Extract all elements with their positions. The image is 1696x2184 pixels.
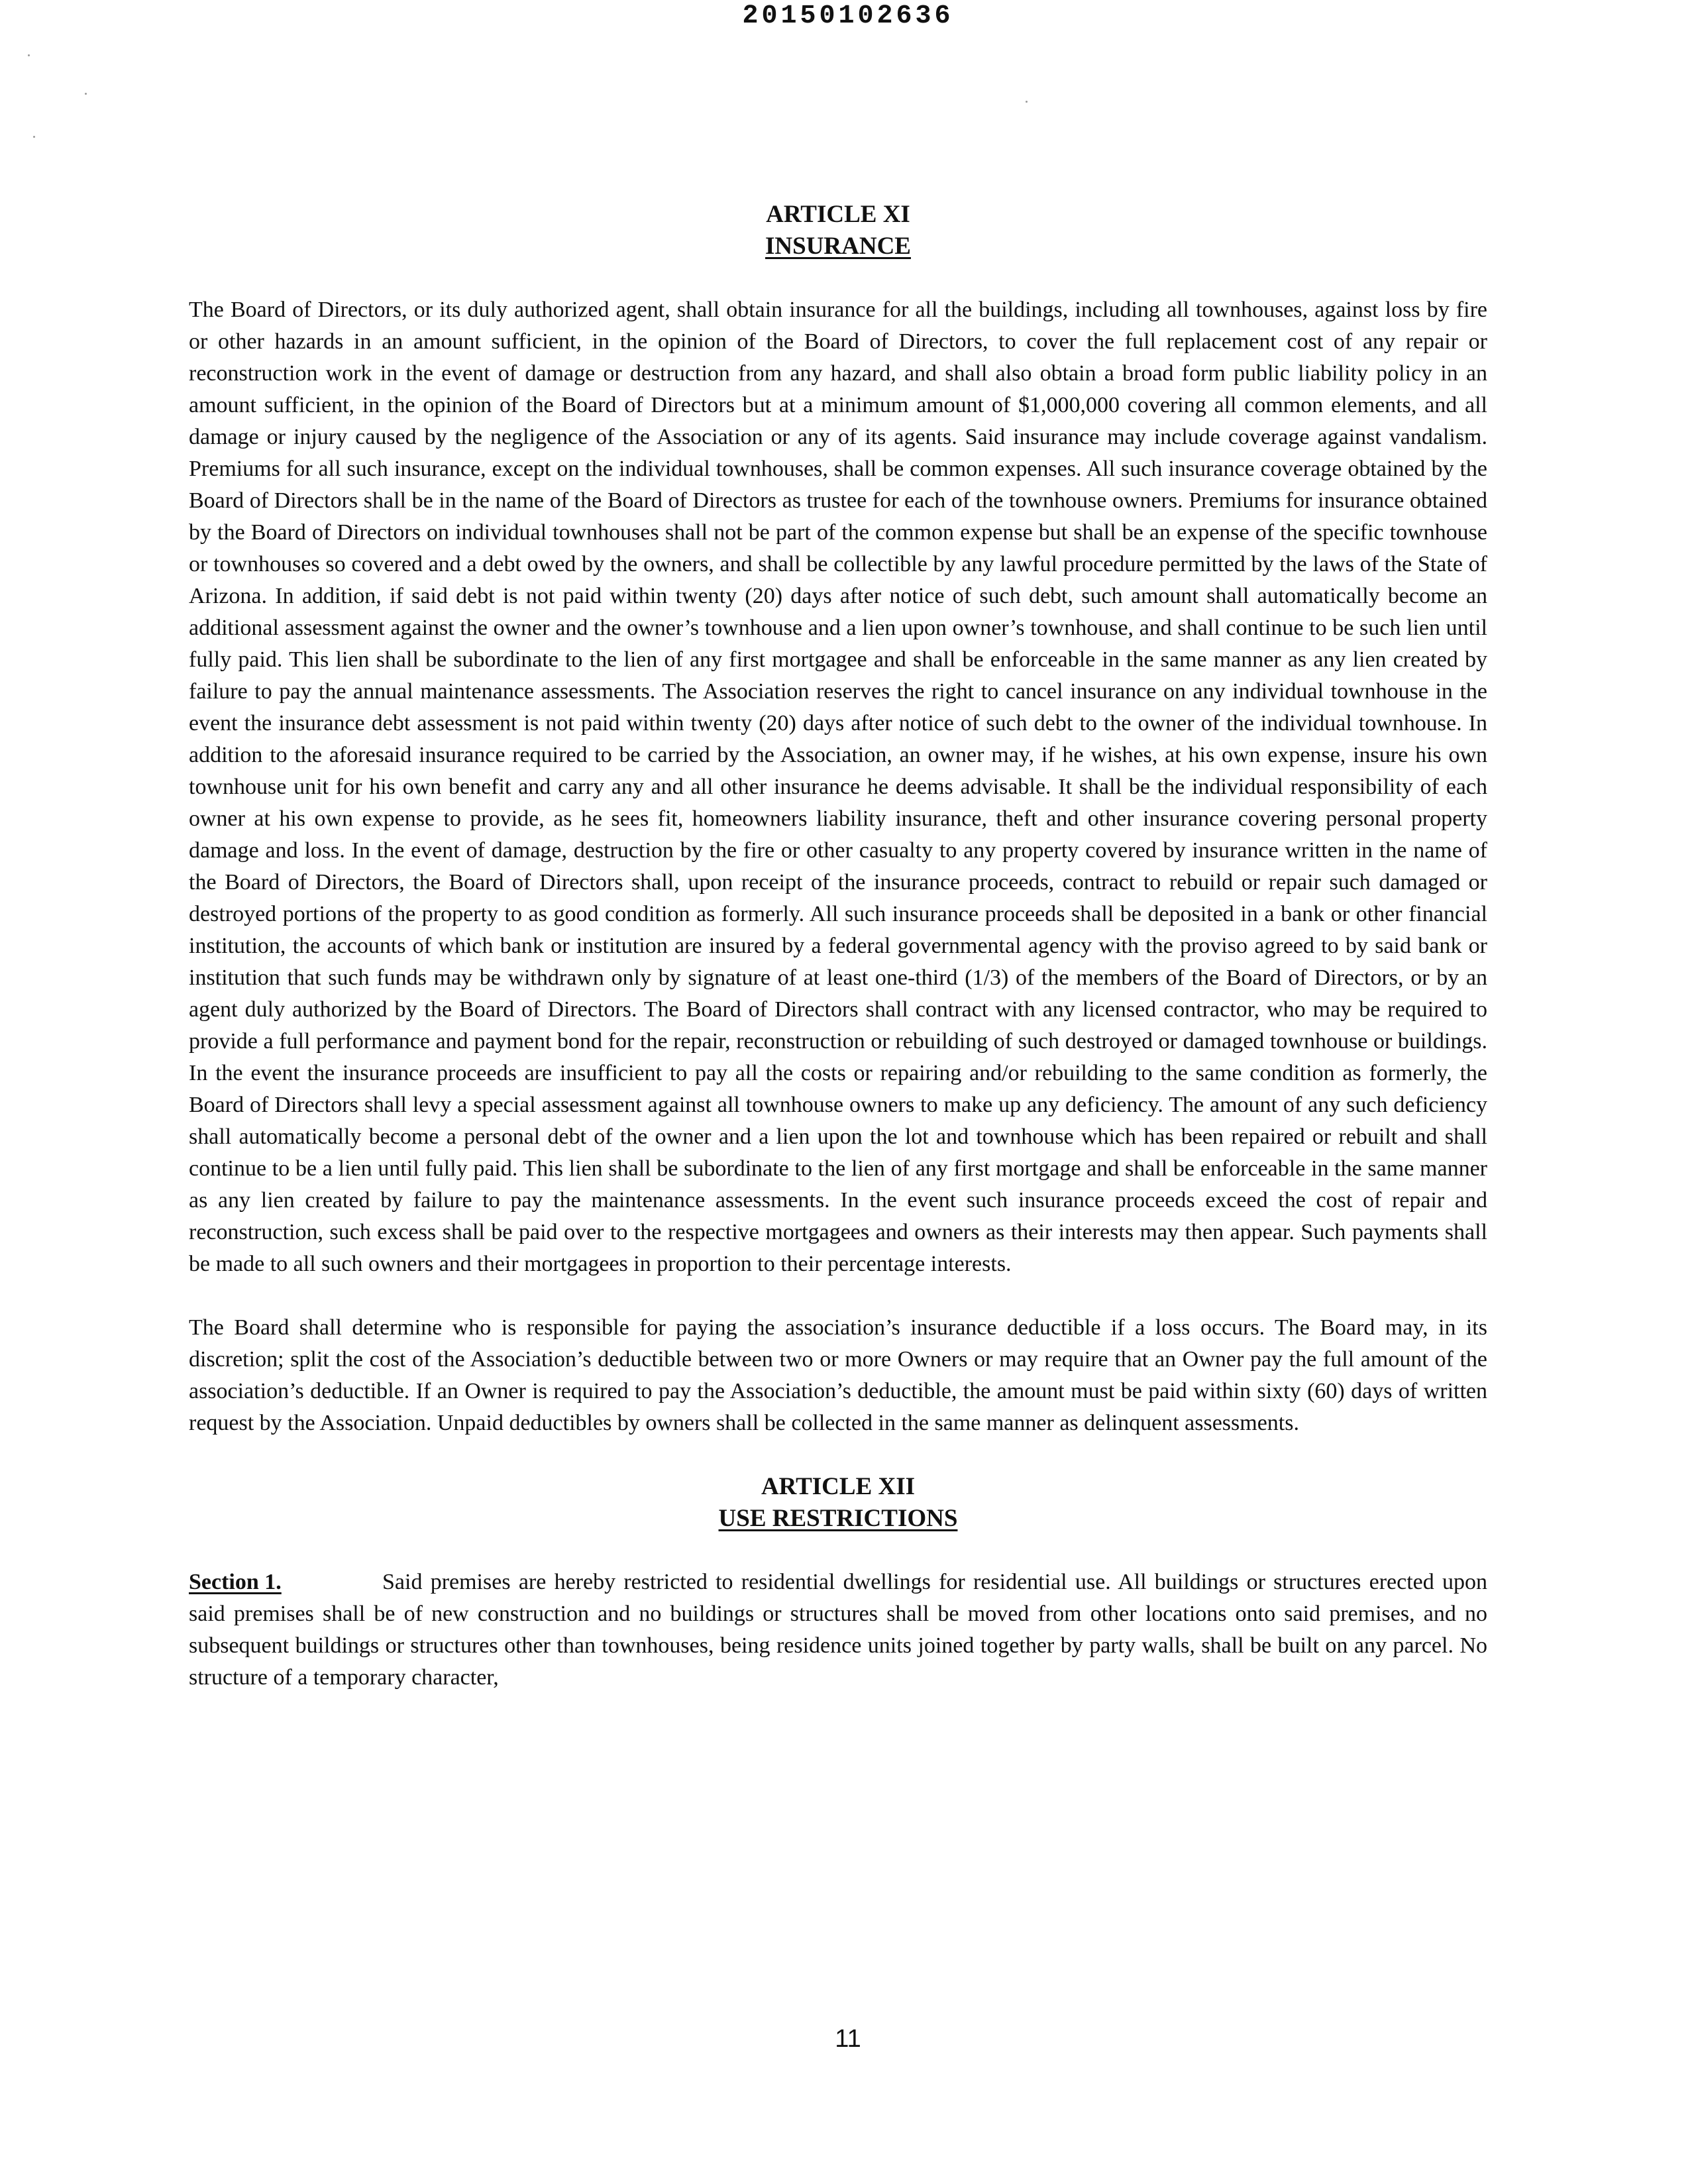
scan-speck bbox=[85, 93, 87, 95]
section-1-paragraph bbox=[189, 1566, 1487, 1694]
page-body bbox=[189, 199, 1487, 1694]
section-1-label: Section 1. bbox=[189, 1570, 282, 1594]
article-xii-heading bbox=[189, 1471, 1487, 1535]
insurance-paragraph: The Board of Directors, or its duly authorized agent, shall obtain insurance for all the buildings, including all townhouses, against loss by fire or other hazards in an amount sufficient, in the opinion of the Board of Directors, to cover the full replacement cost of any repair or reconstruction work in the event of damage or destruction from any hazard, and shall also obtain a broad form public liability policy in an amount sufficient, in the opinion of the Board of Directors but at a minimum amount of $1,000,000 covering all common elements, and all damage or injury caused by the negligence of the Association or any of its agents. Said insurance may include coverage against vandalism. Premiums for all such insurance, except on the individual townhouses, shall be common expenses. All such insurance coverage obtained by the Board of Directors shall be in the name of the Board of Directors as trustee for each of the townhouse owners. Premiums for insurance obtained by the Board of Directors on individual townhouses shall not be part of the common expense but shall be an expense of the specific townhouse or townhouses so covered and a debt owed by the owners, and shall be collectible by any lawful procedure permitted by the laws of the State of Arizona. In addition, if said debt is not paid within twenty (20) days after notice of such debt, such amount shall automatically become an additional assessment against the owner and the owner’s townhouse and a lien upon owner’s townhouse, and shall continue to be such lien until fully paid. This lien shall be subordinate to the lien of any first mortgagee and shall be enforceable in the same manner as any lien created by failure to pay the annual maintenance assessments. The Association reserves the right to cancel insurance on any individual townhouse in the event the insurance debt assessment is not paid within twenty (20) days after notice of such debt to the owner of the individual townhouse. In addition to the aforesaid insurance required to be carried by the Association, an owner may, if he wishes, at his own expense, insure his own townhouse unit for his own benefit and carry any and all other insurance he deems advisable. It shall be the individual responsibility of each owner at his own expense to provide, as he sees fit, homeowners liability insurance, theft and other insurance covering personal property damage and loss. In the event of damage, destruction by the fire or other casualty to any property covered by insurance written in the name of the Board of Directors, the Board of Directors shall, upon receipt of the insurance proceeds, contract to rebuild or repair such damaged or destroyed portions of the property to as good condition as formerly. All such insurance proceeds shall be deposited in a bank or other financial institution, the accounts of which bank or institution are insured by a federal governmental agency with the proviso agreed to by said bank or institution that such funds may be withdrawn only by signature of at least one-third (1/3) of the members of the Board of Directors, or by an agent duly authorized by the Board of Directors. The Board of Directors shall contract with any licensed contractor, who may be required to provide a full performance and payment bond for the repair, reconstruction or rebuilding of such destroyed or damaged townhouse or buildings. In the event the insurance proceeds are insufficient to pay all the costs or repairing and/or rebuilding to the same condition as formerly, the Board of Directors shall levy a special assessment against all townhouse owners to make up any deficiency. The amount of any such deficiency shall automatically become a personal debt of the owner and a lien upon the lot and townhouse which has been repaired or rebuilt and shall continue to be a lien until fully paid. This lien shall be subordinate to the lien of any first mortgage and shall be enforceable in the same manner as any lien created by failure to pay the maintenance assessments. In the event such insurance proceeds exceed the cost of repair and reconstruction, such excess shall be paid over to the respective mortgagees and owners as their interests may then appear. Such payments shall be made to all such owners and their mortgagees in proportion to their percentage interests. bbox=[189, 298, 1487, 1276]
article-xi-title: ARTICLE XI bbox=[766, 201, 910, 228]
scan-speck bbox=[1026, 101, 1028, 103]
article-xi-subtitle: INSURANCE bbox=[765, 233, 911, 260]
section-1-text: Said premises are hereby restricted to residential dwellings for residential use. All buildings or structures erected upon said premises shall be of new construction and no buildings or structures shall be moved from other locations onto said premises, and no subsequent buildings or structures other than townhouses, being residence units joined together by party walls, shall be built on any parcel. No structure of a temporary character, bbox=[189, 1570, 1487, 1690]
document-number: 20150102636 bbox=[742, 1, 954, 31]
article-xi-heading bbox=[189, 199, 1487, 262]
deductible-paragraph: The Board shall determine who is responsible for paying the association’s insurance deductible if a loss occurs. The Board may, in its discretion; split the cost of the Association’s deductible between two or more Owners or may require that an Owner pay the full amount of the association’s deductible. If an Owner is required to pay the Association’s deductible, the amount must be paid within sixty (60) days of written request by the Association. Unpaid deductibles by owners shall be collected in the same manner as delinquent assessments. bbox=[189, 1315, 1487, 1435]
scan-speck bbox=[28, 54, 30, 56]
article-xii-subtitle: USE RESTRICTIONS bbox=[718, 1505, 958, 1532]
article-xii-title: ARTICLE XII bbox=[761, 1473, 916, 1500]
scan-speck bbox=[33, 136, 35, 138]
page-number: 11 bbox=[835, 2025, 861, 2053]
